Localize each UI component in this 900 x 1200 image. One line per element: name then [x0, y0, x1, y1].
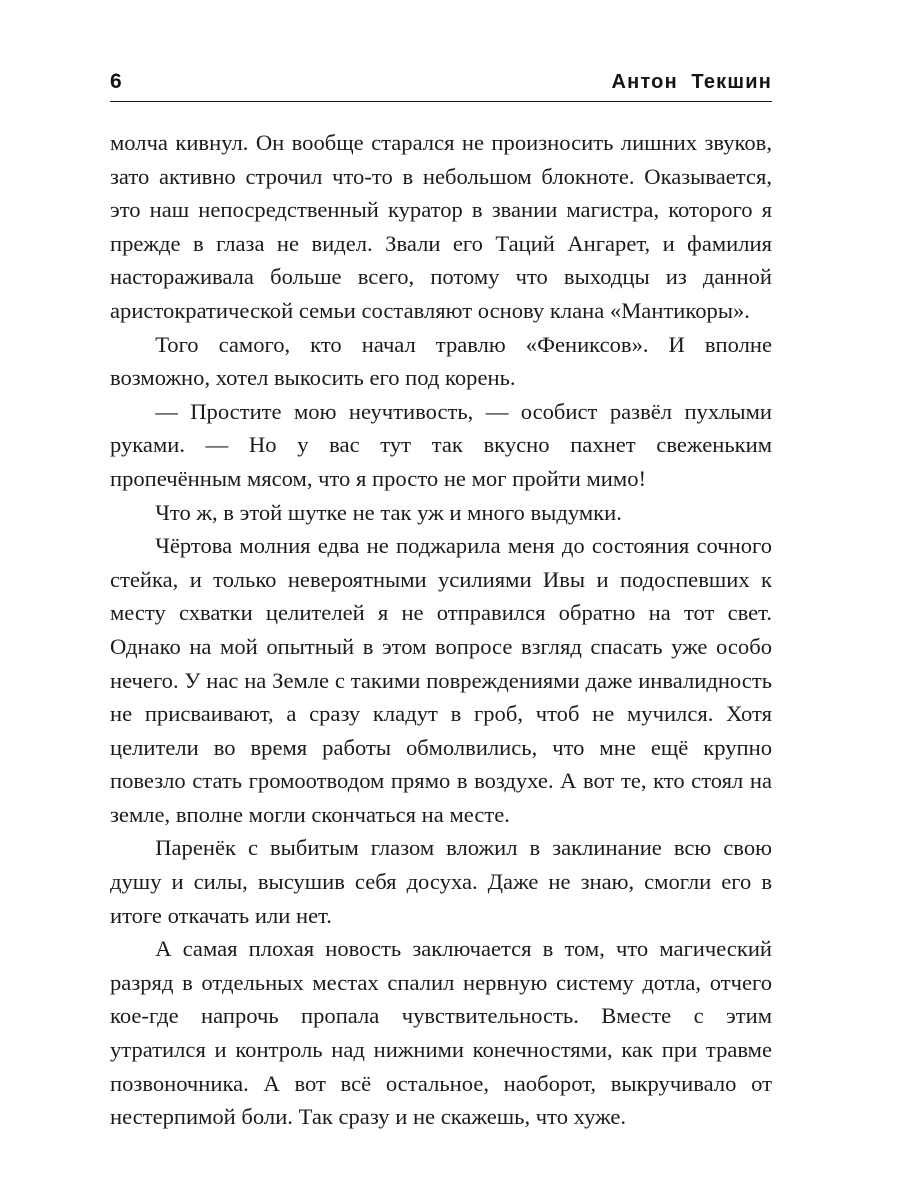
running-title-author: Антон Текшин: [611, 71, 772, 93]
paragraph: Паренёк с выбитым глазом вложил в заклинание всю свою душу и силы, высушив себя досуха. Даже не знаю, смогли его в итоге откачать или нет.: [110, 835, 772, 928]
paragraph: А самая плохая новость заключается в том, что магический разряд в отдельных местах спалил нервную систему дотла, отчего кое-где напрочь пропала чувствительность. Вместе с этим утратился и контроль над нижними конечностями, как при травме позвоночника. А вот всё остальное, наоборот, выкручивало от нестерпимой боли. Так сразу и не скажешь, что хуже.: [110, 936, 772, 1130]
page-header: [110, 70, 772, 102]
page-number: 6: [110, 70, 122, 93]
paragraph-continuation: молча кивнул. Он вообще старался не произносить лишних звуков, зато активно строчил что-то в небольшом блокноте. Оказывается, это наш непосредственный куратор в звании магистра, которого я прежде в глаза не видел. Звали его Таций Ангарет, и фамилия настораживала больше всего, потому что выходцы из данной аристократической семьи составляют основу клана «Мантикоры».: [110, 130, 772, 323]
paragraph: Того самого, кто начал травлю «Фениксов». И вполне возможно, хотел выкосить его под корень.: [110, 331, 772, 391]
page-body: [110, 126, 772, 1134]
paragraph: Что ж, в этой шутке не так уж и много выдумки.: [155, 499, 622, 525]
paragraph: Чёртова молния едва не поджарила меня до состояния сочного стейка, и только невероятными усилиями Ивы и подоспевших к месту схватки целителей я не отправился обратно на тот свет. Однако на мой опытный в этом вопросе взгляд спасать уже особо нечего. У нас на Земле с такими повреждениями даже инвалидность не присваивают, а сразу кладут в гроб, чтоб не мучился. Хотя целители во время работы обмолвились, что мне ещё крупно повезло стать громоотводом прямо в воздухе. А вот те, кто стоял на земле, вполне могли скончаться на месте.: [110, 533, 772, 827]
paragraph-dialogue: — Простите мою неучтивость, — особист развёл пухлыми руками. — Но у вас тут так вкусно пахнет свеженьким пропечённым мясом, что я просто не мог пройти мимо!: [110, 398, 772, 491]
